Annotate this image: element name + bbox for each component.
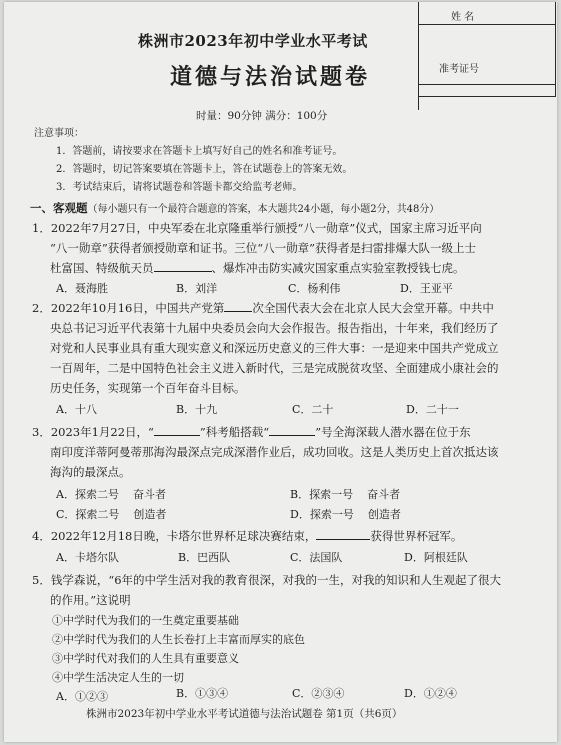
page-footer: 株洲市2023年初中学业水平考试道德与法治试题卷 第1页（共6页） (86, 708, 403, 720)
q4-option-a: A．卡塔尔队 (56, 551, 119, 564)
q5-option-b: B．①③④ (176, 687, 229, 700)
q3-line: 海沟的最深点。 (50, 465, 131, 479)
candidate-info-box (418, 2, 556, 97)
q5-statement: ③中学时代对我们的人生具有重要意义 (52, 652, 239, 665)
section-description: （每小题只有一个最符合题意的答案，本大题共24小题，每小题2分，共48分） (87, 204, 440, 215)
q5-line: 的作用。”这说明 (50, 593, 131, 607)
q4-option-b: B．巴西队 (178, 551, 231, 564)
subject-title: 道德与法治试题卷 (170, 64, 371, 90)
q1-option-a: A．聂海胜 (56, 282, 108, 295)
q3-option-c: C．探索二号 创造者 (56, 508, 167, 521)
q4-option-d: D．阿根廷队 (404, 551, 468, 564)
exam-meta: 时量：90分钟 满分：100分 (196, 110, 328, 122)
answer-blank (154, 435, 200, 436)
notice-heading: 注意事项： (34, 128, 84, 139)
q3-line-with-blanks: 3．2023年1月22日，“ ”科考船搭载“ ”号全海深载人潜水器在位于东 (32, 425, 471, 439)
q3-option-a: A．探索二号 奋斗者 (56, 488, 166, 501)
answer-blank (154, 271, 212, 272)
q4-line-with-blank: 4．2022年12月18日晚，卡塔尔世界杯足球决赛结束， 获得世界杯冠军。 (32, 529, 463, 543)
exam-title: 株洲市2023年初中学业水平考试 (138, 32, 368, 50)
answer-blank (269, 435, 315, 436)
q5-option-c: C．②③④ (292, 687, 345, 700)
q1-option-c: C．杨利伟 (288, 282, 341, 295)
answer-blank (224, 311, 252, 312)
q1-option-d: D．王亚平 (400, 282, 453, 295)
q2-option-b: B．十九 (176, 403, 218, 416)
q1-line: 1．2022年7月27日，中央军委在北京隆重举行颁授“八一勋章”仪式，国家主席习近平向 (32, 221, 482, 235)
q2-line: 一百周年，二是中国特色社会主义进入新时代，三是完成脱贫攻坚、全面建成小康社会的 (50, 361, 499, 375)
q2-option-d: D．二十一 (406, 403, 459, 416)
q3-line: 南印度洋蒂阿曼蒂那海沟最深点完成深潜作业后，成功回收。这是人类历史上首次抵达该 (50, 445, 499, 459)
name-label: 姓 名 (451, 12, 475, 23)
answer-blank (316, 539, 370, 540)
notice-item: 2．答题时，切记答案要填在答题卡上，答在试题卷上的答案无效。 (56, 164, 353, 175)
q4-option-c: C．法国队 (290, 551, 343, 564)
id-label: 准考证号 (439, 64, 479, 75)
q2-line: 历史任务，实现第一个百年奋斗目标。 (50, 381, 246, 395)
q5-statement: ①中学时代为我们的一生奠定重要基础 (52, 614, 239, 627)
q5-statement: ④中学生活决定人生的一切 (52, 671, 184, 684)
q2-line: 央总书记习近平代表第十九届中央委员会向大会作报告。报告指出，十年来，我们经历了 (50, 321, 499, 335)
q1-option-b: B．刘洋 (176, 282, 218, 295)
q5-statement: ②中学时代为我们的人生长卷打上丰富而厚实的底色 (52, 633, 305, 646)
q2-line-with-blank: 2．2022年10月16日，中国共产党第 次全国代表大会在北京人民大会堂开幕。中共中 (32, 301, 494, 315)
q3-option-b: B．探索一号 奋斗者 (290, 488, 401, 501)
section-heading: 一、客观题（每小题只有一个最符合题意的答案，本大题共24小题，每小题2分，共48分） (30, 201, 440, 215)
notice-item: 1．答题前，请按要求在答题卡上填写好自己的姓名和准考证号。 (56, 146, 343, 157)
q5-option-a: A．①②③ (56, 690, 108, 703)
notice-item: 3．考试结束后，请将试题卷和答题卡都交给监考老师。 (56, 182, 303, 193)
q3-option-d: D．探索一号 创造者 (290, 508, 401, 521)
box-divider (418, 96, 419, 110)
q5-line: 5．钱学森说，“6年的中学生活对我的教育很深，对我的一生，对我的知识和人生观起了很大 (32, 573, 502, 587)
q2-option-a: A．十八 (56, 403, 97, 416)
q2-line: 对党和人民事业具有重大现实意义和深远历史意义的三件大事：一是迎来中国共产党成立 (50, 341, 499, 355)
q1-line-with-blank: 杜富国、特级航天员 、爆炸冲击防实减灾国家重点实验室教授钱七虎。 (50, 261, 465, 275)
q1-line: “八一勋章”获得者颁授勋章和证书。三位“八一勋章”获得者是扫雷排爆大队一级上士 (50, 241, 477, 255)
q5-option-d: D．①②④ (404, 687, 457, 700)
q2-option-c: C．二十 (292, 403, 334, 416)
